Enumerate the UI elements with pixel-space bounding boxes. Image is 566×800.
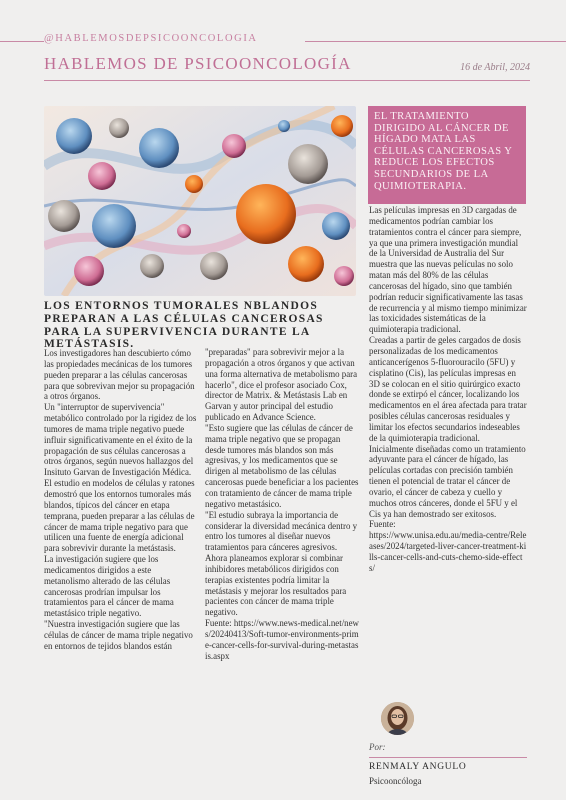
hero-image <box>44 106 356 296</box>
masthead-rule <box>44 80 530 81</box>
source-link[interactable]: Fuente: https://www.news-medical.net/news/20240413/Soft-tumor-environments-prime-cancer-cells-for-survival-during-metastasis.aspx <box>205 618 359 661</box>
paragraph: Los investigadores han descubierto cómo las propiedades mecánicas de los tumores pueden preparar a las células cancerosas para que sobrevivan mejor su propagación a otros órganos. <box>44 348 195 402</box>
author-name: RENMALY ANGULO <box>369 762 467 772</box>
social-handle: @HABLEMOSDEPSICOONCOLOGIA <box>44 33 258 44</box>
issue-date: 16 de Abril, 2024 <box>460 62 530 73</box>
header-rule-left <box>0 41 44 42</box>
source-link[interactable]: https://www.unisa.edu.au/media-centre/Releases/2024/targeted-liver-cancer-treatment-kills-cancer-cells-and-cuts-chemo-side-effects/ <box>369 530 527 573</box>
author-portrait-icon <box>381 702 414 735</box>
abstract-cells-illustration-icon <box>44 106 356 296</box>
source-label: Fuente: <box>369 519 396 530</box>
right-article-body <box>369 205 527 574</box>
paragraph: Creadas a partir de geles cargados de dosis personalizadas de los medicamentos anticancerígenos 5-fluorouracilo (5FU) y cisplatino (Cis), las películas impresas en 3D se colocan en el sitio quirúrgico exacto donde se extirpó el cáncer, localizando los medicamentos en el área afectada para tratar posibles células cancerosas residuales y limitar los efectos secundarios indeseables de la quimioterapia tradicional. <box>369 335 527 443</box>
left-article-headline: LOS ENTORNOS TUMORALES NBLANDOS PREPARAN A LAS CÉLULAS CANCEROSAS PARA LA SUPERVIVENCIA DURANTE LA METÁSTASIS. <box>44 300 324 351</box>
left-article-column-1 <box>44 348 199 652</box>
author-by-label: Por: <box>369 742 386 752</box>
paragraph: La investigación sugiere que los medicamentos dirigidos a este metanolismo alterado de las células cancerosas prodrían impulsar los tratamientos para el cáncer de mama metastásico triple negativo. <box>44 554 174 619</box>
paragraph: "Esto sugiere que las células de cáncer de mama triple negativo que se propagan desde tumores más blandos son más agresivas, y los medicamentos que se dirigen al metabolismo de las células cancerosas puede beneficiar a los pacientes con tratamiento de cáncer de mama triple negativo metastásico. <box>205 422 359 509</box>
paragraph: Inicialmente diseñadas como un tratamiento adyuvante para el cáncer de hígado, las películas cortadas con precisión también tienen el potencial de tratar el cáncer de ovario, el cáncer de cabeza y cuello y muchos otros cánceres, donde el 5FU y el Cis ya han demostrado ser exitosos. <box>369 443 526 519</box>
author-rule <box>369 757 527 758</box>
paragraph: "El estudio subraya la importancia de considerar la diversidad mecánica dentro y entro los tumores al diseñar nuevos tratamientos para cánceres agresivos. Ahora planeamos explorar si combinar inhibidores metabólicos dirigidos con terapias existentes podría limitar la metástasis y mejorar los resultados para pacientes con cáncer de mama triple negativo. <box>205 509 358 618</box>
paragraph: "preparadas" para sobrevivir mejor a la propagación a otros órganos y que activan una forma alternativa de metabolismo para hacerlo", dice el profesor asociado Cox, director de Matrix. & Metástasis Lab en Garvan y autor principal del estudio publicado en Advance Science. <box>205 347 358 423</box>
header-rule-right <box>305 41 566 42</box>
paragraph: "Nuestra investigación sugiere que las células de cáncer de mama triple negativo en entornos de tejidos blandos están <box>44 619 193 651</box>
right-article-headline-box <box>368 106 526 204</box>
masthead-title: HABLEMOS DE PSICOONCOLOGÍA <box>44 54 352 73</box>
paragraph: El estudio en modelos de células y ratones demostró que los entornos tumorales más blandos, típicos del cáncer en etapa temprana, pueden preparar a las células de cáncer de mama triple negativo para que utilicen una fuente de energía adicional para sobrevivir durante la metástasis. <box>44 478 195 554</box>
right-article-headline: EL TRATAMIENTO DIRIGIDO AL CÁNCER DE HÍGADO MATA LAS CÉLULAS CANCEROSAS Y REDUCE LOS EFECTOS SECUNDARIOS DE LA QUIMIOTERAPIA. <box>374 111 512 192</box>
left-article-column-2 <box>205 347 359 661</box>
author-role: Psicooncóloga <box>369 776 422 786</box>
paragraph: Un "interruptor de supervivencia" metabólico controlado por la rigidez de los tumores de mama triple negativo puede influir significativamente en el éxito de la propagación de sus células cancerosas a otros órganos, según nuevos hallazgos del Insituto Garvan de Investigación Médica. <box>44 402 197 478</box>
paragraph: Las películas impresas en 3D cargadas de medicamentos podrían cambiar los tratamientos contra el cáncer para siempre, ya que una primera investigación mundial de la Universidad de Australia del Sur muestra que las nuevas películas no solo matan más del 80% de las células cancerosas del hígado, sino que también podrían reducir significativamente las tasas de recurrencia y al mismo tiempo minimizar las toxicidades sistemáticas de la quimioterapia tradicional. <box>369 205 527 335</box>
